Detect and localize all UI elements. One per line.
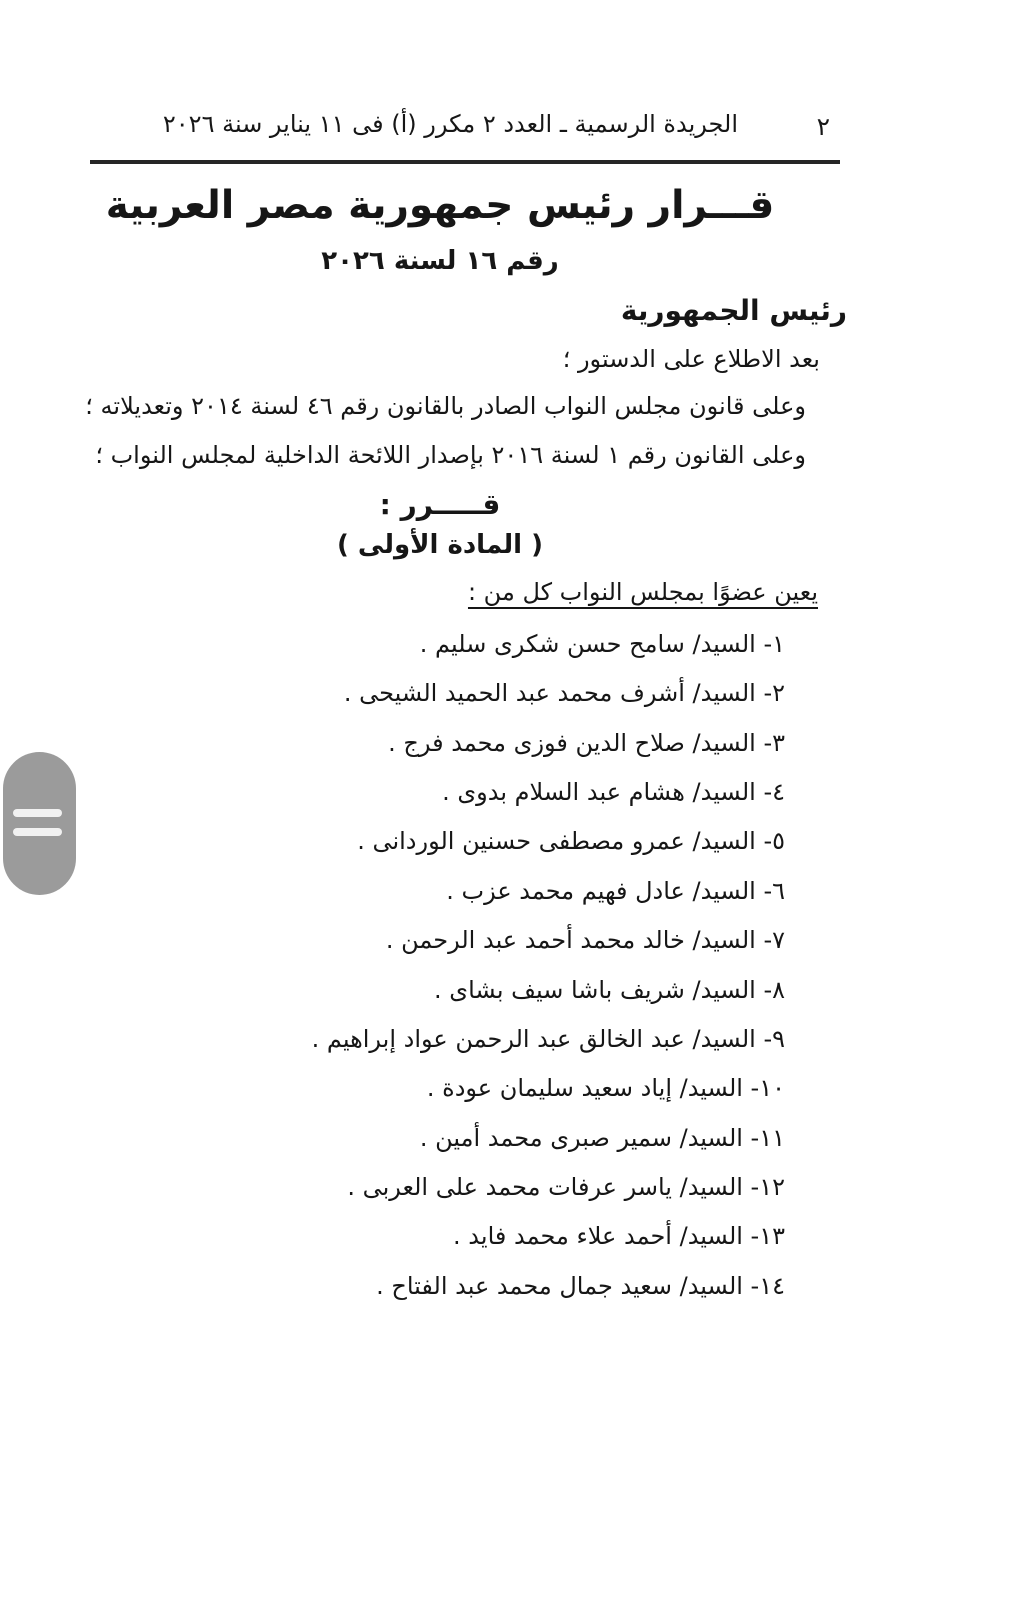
appointee-item: ١- السيد/ سامح حسن شكرى سليم .	[419, 630, 785, 658]
drag-handle-icon	[13, 828, 62, 836]
appointee-item: ٧- السيد/ خالد محمد أحمد عبد الرحمن .	[385, 926, 785, 954]
appointee-item: ١١- السيد/ سمير صبرى محمد أمين .	[419, 1124, 785, 1152]
appointee-item: ١٣- السيد/ أحمد علاء محمد فايد .	[453, 1222, 785, 1250]
decree-title: قـــرار رئيس جمهورية مصر العربية	[105, 183, 775, 228]
appointee-item: ٣- السيد/ صلاح الدين فوزى محمد فرج .	[388, 729, 785, 757]
appointee-item: ٦- السيد/ عادل فهيم محمد عزب .	[446, 877, 785, 905]
appointee-item: ٩- السيد/ عبد الخالق عبد الرحمن عواد إبراهيم .	[311, 1025, 785, 1053]
article-intro: يعين عضوًا بمجلس النواب كل من :	[467, 578, 818, 606]
appointee-item: ١٠- السيد/ إياد سعيد سليمان عودة .	[426, 1074, 785, 1102]
appointee-item: ٢- السيد/ أشرف محمد عبد الحميد الشيحى .	[343, 679, 785, 707]
floating-drag-handle[interactable]	[3, 752, 76, 895]
preamble-line: وعلى القانون رقم ١ لسنة ٢٠١٦ بإصدار اللائحة الداخلية لمجلس النواب ؛	[95, 441, 806, 469]
issuer-heading: رئيس الجمهورية	[620, 294, 847, 327]
decree-number-line: رقم ١٦ لسنة ٢٠٢٦	[321, 246, 559, 276]
appointee-item: ٥- السيد/ عمرو مصطفى حسنين الوردانى .	[357, 827, 785, 855]
appointee-item: ١٤- السيد/ سعيد جمال محمد عبد الفتاح .	[376, 1272, 785, 1300]
drag-handle-icon	[13, 809, 62, 817]
article-heading: ( المادة الأولى )	[337, 530, 543, 560]
page-number: ٢	[816, 112, 830, 141]
header-divider-rule	[90, 160, 840, 164]
preamble-line: بعد الاطلاع على الدستور ؛	[562, 345, 820, 373]
gazette-header-line: الجريدة الرسمية ـ العدد ٢ مكرر (أ) فى ١١ يناير سنة ٢٠٢٦	[162, 110, 738, 138]
appointee-item: ٨- السيد/ شريف باشا سيف بشاى .	[434, 976, 785, 1004]
appointee-item: ١٢- السيد/ ياسر عرفات محمد على العربى .	[347, 1173, 785, 1201]
preamble-line: وعلى قانون مجلس النواب الصادر بالقانون رقم ٤٦ لسنة ٢٠١٤ وتعديلاته ؛	[85, 392, 806, 420]
decision-word: قـــــرر :	[379, 488, 501, 521]
appointee-item: ٤- السيد/ هشام عبد السلام بدوى .	[442, 778, 785, 806]
